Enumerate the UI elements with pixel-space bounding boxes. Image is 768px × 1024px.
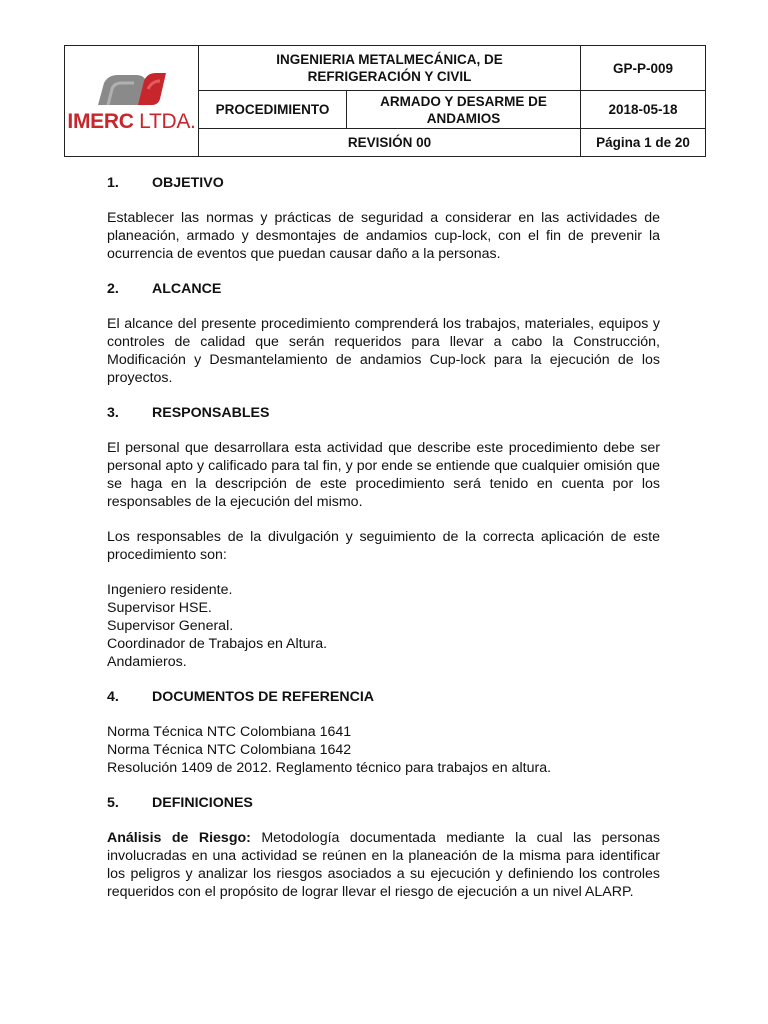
responsables-paragraph-1: El personal que desarrollara esta actividad que describe este procedimiento debe ser personal apto y calificado para tal fin, y por ende se entiende que cualquier omisión que se haga en la descripción de este procedimiento será tenido en cuenta por los responsables de la ejecución del mismo. — [107, 440, 660, 510]
section-number: 2. — [107, 281, 119, 297]
list-item: Ingeniero residente. — [107, 582, 233, 598]
company-name-line1: INGENIERIA METALMECÁNICA, DE — [276, 52, 503, 67]
definition-text: Metodología documentada mediante la cual las personas involucradas en una actividad se reúnen en la planeación de la misma para identificar los peligros y analizar los riesgos asociados a su ejecución y definiendo los controles requeridos con el propósito de lograr llevar el riesgo de ejecución a un nivel ALARP. — [107, 830, 661, 900]
list-item: Norma Técnica NTC Colombiana 1642 — [107, 742, 352, 758]
company-name-line2: REFRIGERACIÓN Y CIVIL — [307, 69, 472, 84]
procedure-name-line2: ANDAMIOS — [426, 110, 501, 126]
section-title: ALCANCE — [152, 281, 222, 297]
logo-pipe-icon — [94, 69, 170, 109]
section-number: 4. — [107, 689, 119, 705]
section-title: DEFINICIONES — [152, 795, 253, 811]
document-body — [107, 174, 660, 918]
company-name-cell — [199, 46, 581, 91]
section-title: OBJETIVO — [152, 175, 224, 191]
section-heading-alcance — [107, 280, 660, 298]
documentos-list — [107, 723, 660, 777]
document-type: PROCEDIMIENTO — [199, 91, 347, 129]
definition-term: Análisis de Riesgo: — [107, 830, 251, 846]
objetivo-paragraph: Establecer las normas y prácticas de seguridad a considerar en las actividades de planeación, armado y desmontajes de andamios cup-lock, con el fin de prevenir la ocurrencia de eventos que puedan causar daño a la personas. — [107, 210, 660, 262]
list-item: Supervisor General. — [107, 618, 234, 634]
definition-paragraph — [107, 829, 660, 901]
list-item: Supervisor HSE. — [107, 600, 212, 616]
alcance-paragraph: El alcance del presente procedimiento comprenderá los trabajos, materiales, equipos y controles de calidad que serán requeridos para llevar a cabo la Construcción, Modificación y Desmantelamiento de andamios Cup-lock para la ejecución de los proyectos. — [107, 316, 660, 386]
list-item: Norma Técnica NTC Colombiana 1641 — [107, 724, 352, 740]
document-code: GP-P-009 — [581, 46, 705, 91]
section-heading-objetivo — [107, 174, 660, 192]
responsables-paragraph-2: Los responsables de la divulgación y seguimiento de la correcta aplicación de este procedimiento son: — [107, 529, 660, 563]
company-logo — [65, 46, 198, 156]
document-header-table — [64, 45, 706, 157]
list-item: Coordinador de Trabajos en Altura. — [107, 636, 328, 652]
logo-wordmark: IMERC LTDA. — [67, 110, 196, 133]
list-item: Resolución 1409 de 2012. Reglamento técnico para trabajos en altura. — [107, 760, 552, 776]
procedure-name-line1: ARMADO Y DESARME DE — [380, 93, 547, 109]
revision-label: REVISIÓN 00 — [199, 129, 581, 156]
procedure-name-cell — [347, 91, 581, 129]
section-number: 1. — [107, 175, 119, 191]
section-number: 3. — [107, 405, 119, 421]
logo-cell — [65, 46, 199, 156]
document-date: 2018-05-18 — [581, 91, 705, 129]
responsables-list — [107, 581, 660, 671]
section-number: 5. — [107, 795, 119, 811]
page-number: Página 1 de 20 — [596, 135, 690, 150]
section-heading-responsables — [107, 404, 660, 422]
section-title: DOCUMENTOS DE REFERENCIA — [152, 689, 375, 705]
section-heading-definiciones — [107, 794, 660, 812]
section-title: RESPONSABLES — [152, 405, 270, 421]
section-heading-documentos — [107, 688, 660, 706]
list-item: Andamieros. — [107, 654, 187, 670]
